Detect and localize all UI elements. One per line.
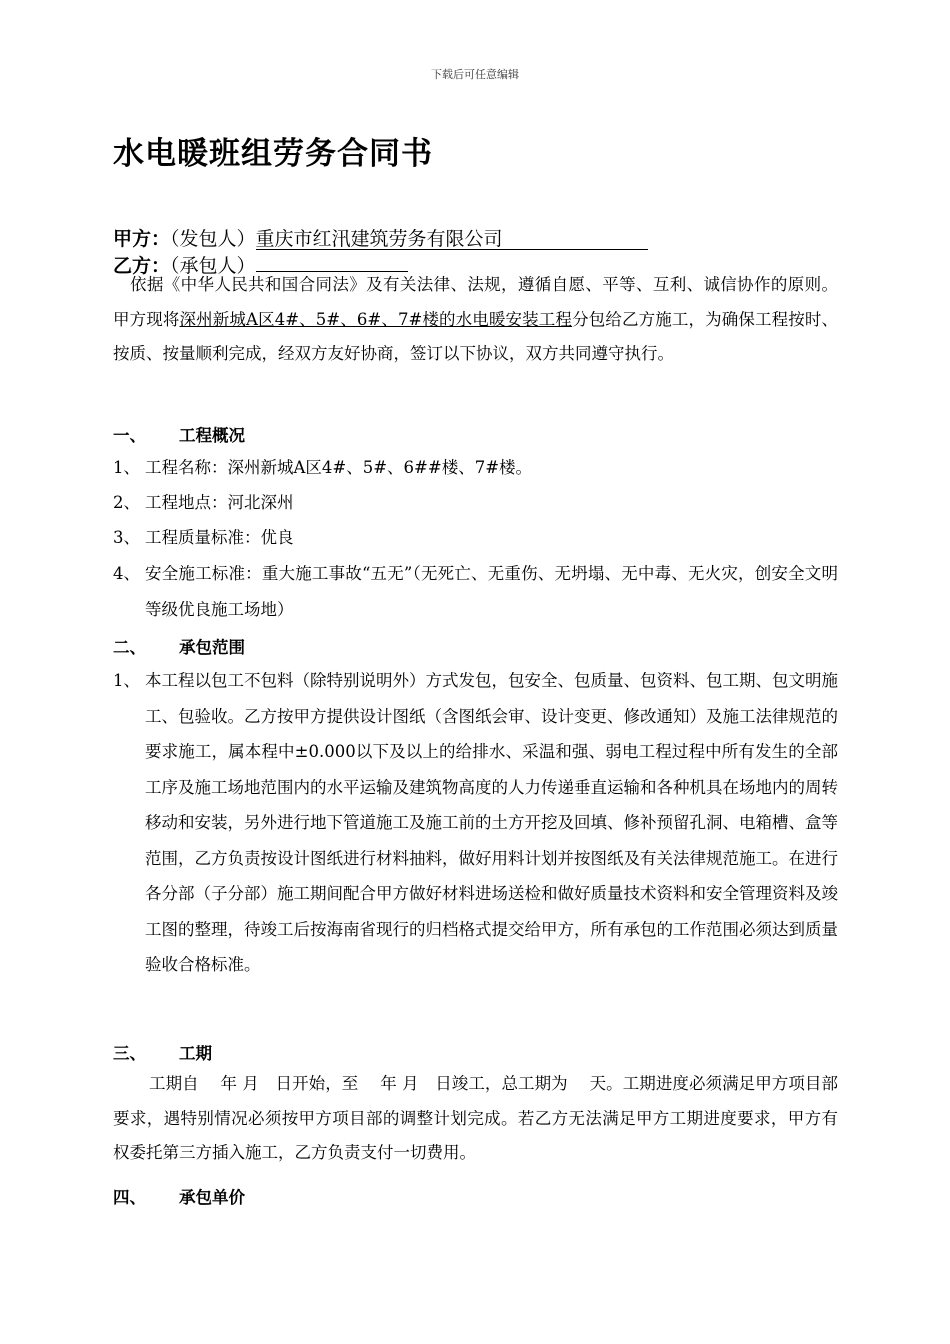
intro-paragraph [113,268,838,372]
item-text: 本工程以包工不包料（除特别说明外）方式发包，包安全、包质量、包资料、包工期、包文明施工、包验收。乙方按甲方提供设计图纸（含图纸会审、设计变更、修改通知）及施工法律规范的要求施工，属本程中±0.000以下及以上的给排水、采温和强、弱电工程过程中所有发生的全部工序及施工场地范围内的水平运输及建筑物高度的人力传递垂直运输和各种机具在场地内的周转移动和安装，另外进行地下管道施工及施工前的土方开挖及回填、修补预留孔洞、电箱槽、盒等范围，乙方负责按设计图纸进行材料抽料，做好用料计划并按图纸及有关法律规范施工。在进行各分部（子分部）施工期间配合甲方做好材料进场送检和做好质量技术资料和安全管理资料及竣工图的整理，待竣工后按海南省现行的归档格式提交给甲方，所有承包的工作范围必须达到质量验收合格标准。 [145,671,838,974]
section-title: 承包范围 [179,638,245,657]
overview-item [113,450,838,486]
header-note: 下载后可任意编辑 [431,68,519,81]
item-index: 2、 [113,493,140,512]
item-text: 安全施工标准：重大施工事故“五无”（无死亡、无重伤、无坍塌、无中毒、无火灾，创安全文明等级优良施工场地） [145,564,838,619]
section-number: 二、 [113,638,146,657]
party-a-name: 重庆市红汛建筑劳务有限公司 [256,229,648,250]
item-index: 1、 [113,671,140,690]
intro-text-1: 依据《中华人民共和国合同法》及有关法律、法规，遵循自愿、平等、互利、诚信协作的原则。甲方现将 [113,275,838,329]
party-b-role: （承包人） [170,255,256,277]
section-heading-4 [113,1184,245,1208]
item-text: 工程质量标准：优良 [145,528,294,547]
section-heading-3 [113,1040,212,1064]
party-a-line [113,224,648,251]
section-heading-2 [113,634,245,658]
section-number: 三、 [113,1044,146,1063]
section-number: 四、 [113,1188,146,1207]
party-a-role: （发包人） [170,228,256,250]
item-text: 工程地点：河北深州 [145,493,294,512]
section-title: 承包单价 [179,1188,245,1207]
document-title: 水电暖班组劳务合同书 [113,136,433,172]
section-number: 一、 [113,426,146,445]
intro-text-2: 分包给乙方施工，为确保工程按时、按质、按量顺利完成，经双方友好协商，签订以下协议，双方共同遵守执行。 [113,309,838,363]
section-title: 工程概况 [179,426,245,445]
section-heading-1 [113,422,245,446]
overview-item [113,485,838,521]
schedule-paragraph: 工期自 年 月 日开始，至 年 月 日竣工，总工期为 天。工期进度必须满足甲方项目部要求，遇特别情况必须按甲方项目部的调整计划完成。若乙方无法满足甲方工期进度要求，甲方有权委托第三方插入施工，乙方负责支付一切费用。 [113,1074,838,1162]
overview-item [113,520,838,556]
intro-project-name: 深州新城A区4#、5#、6#、7#楼的水电暖安装工程 [179,309,573,329]
item-index: 3、 [113,528,140,547]
section-title: 工期 [179,1044,212,1063]
overview-item [113,556,838,627]
party-a-label: 甲方： [113,228,171,250]
scope-item [113,663,838,983]
party-b-label: 乙方： [113,255,171,277]
item-text: 工程名称：深州新城A区4#、5#、6##楼、7#楼。 [145,458,533,477]
item-index: 1、 [113,458,140,477]
item-index: 4、 [113,564,140,583]
